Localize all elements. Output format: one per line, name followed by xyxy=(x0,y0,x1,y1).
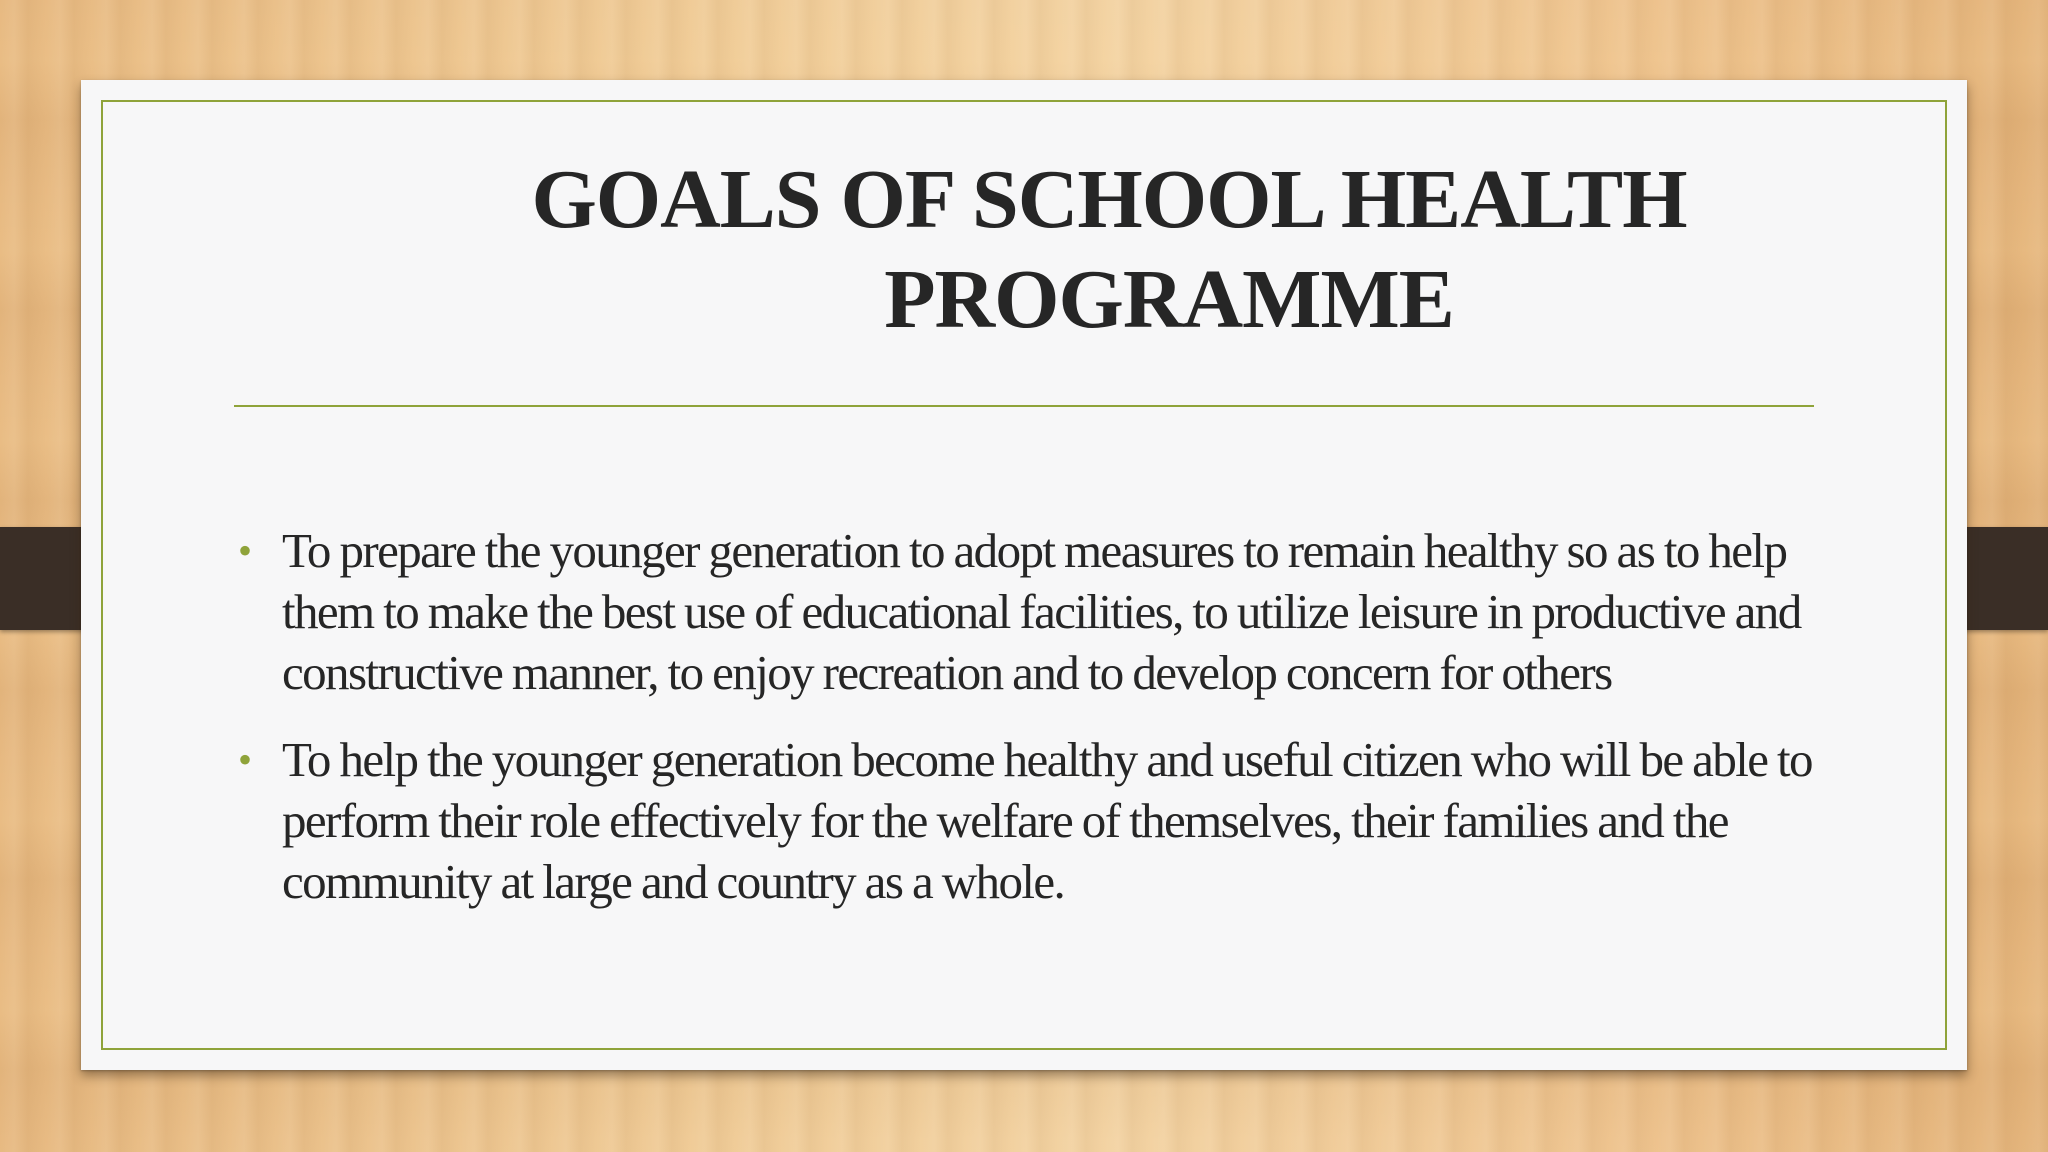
slide-title xyxy=(211,150,2007,350)
slide-card xyxy=(81,80,1967,1070)
title-divider xyxy=(234,405,1814,407)
bullet-text: To prepare the younger generation to adopt measures to remain healthy so as to help them to make the best use of educational facilities, to utilize leisure in productive and constructive manner, to enjoy recreation and to develop concern for others xyxy=(282,523,1801,700)
bullet-text: To help the younger generation become healthy and useful citizen who will be able to perform their role effectively for the welfare of themselves, their families and the community at large and country as a whole. xyxy=(282,732,1812,909)
slide-title-line-2: PROGRAMME xyxy=(884,253,1454,346)
bullet-list xyxy=(234,520,1874,912)
bullet-dot-icon: • xyxy=(238,737,251,782)
bullet-item xyxy=(234,520,1874,703)
bullet-item xyxy=(234,729,1874,912)
slide-title-line-1: GOALS OF SCHOOL HEALTH xyxy=(531,153,1687,246)
bullet-dot-icon: • xyxy=(238,528,251,573)
